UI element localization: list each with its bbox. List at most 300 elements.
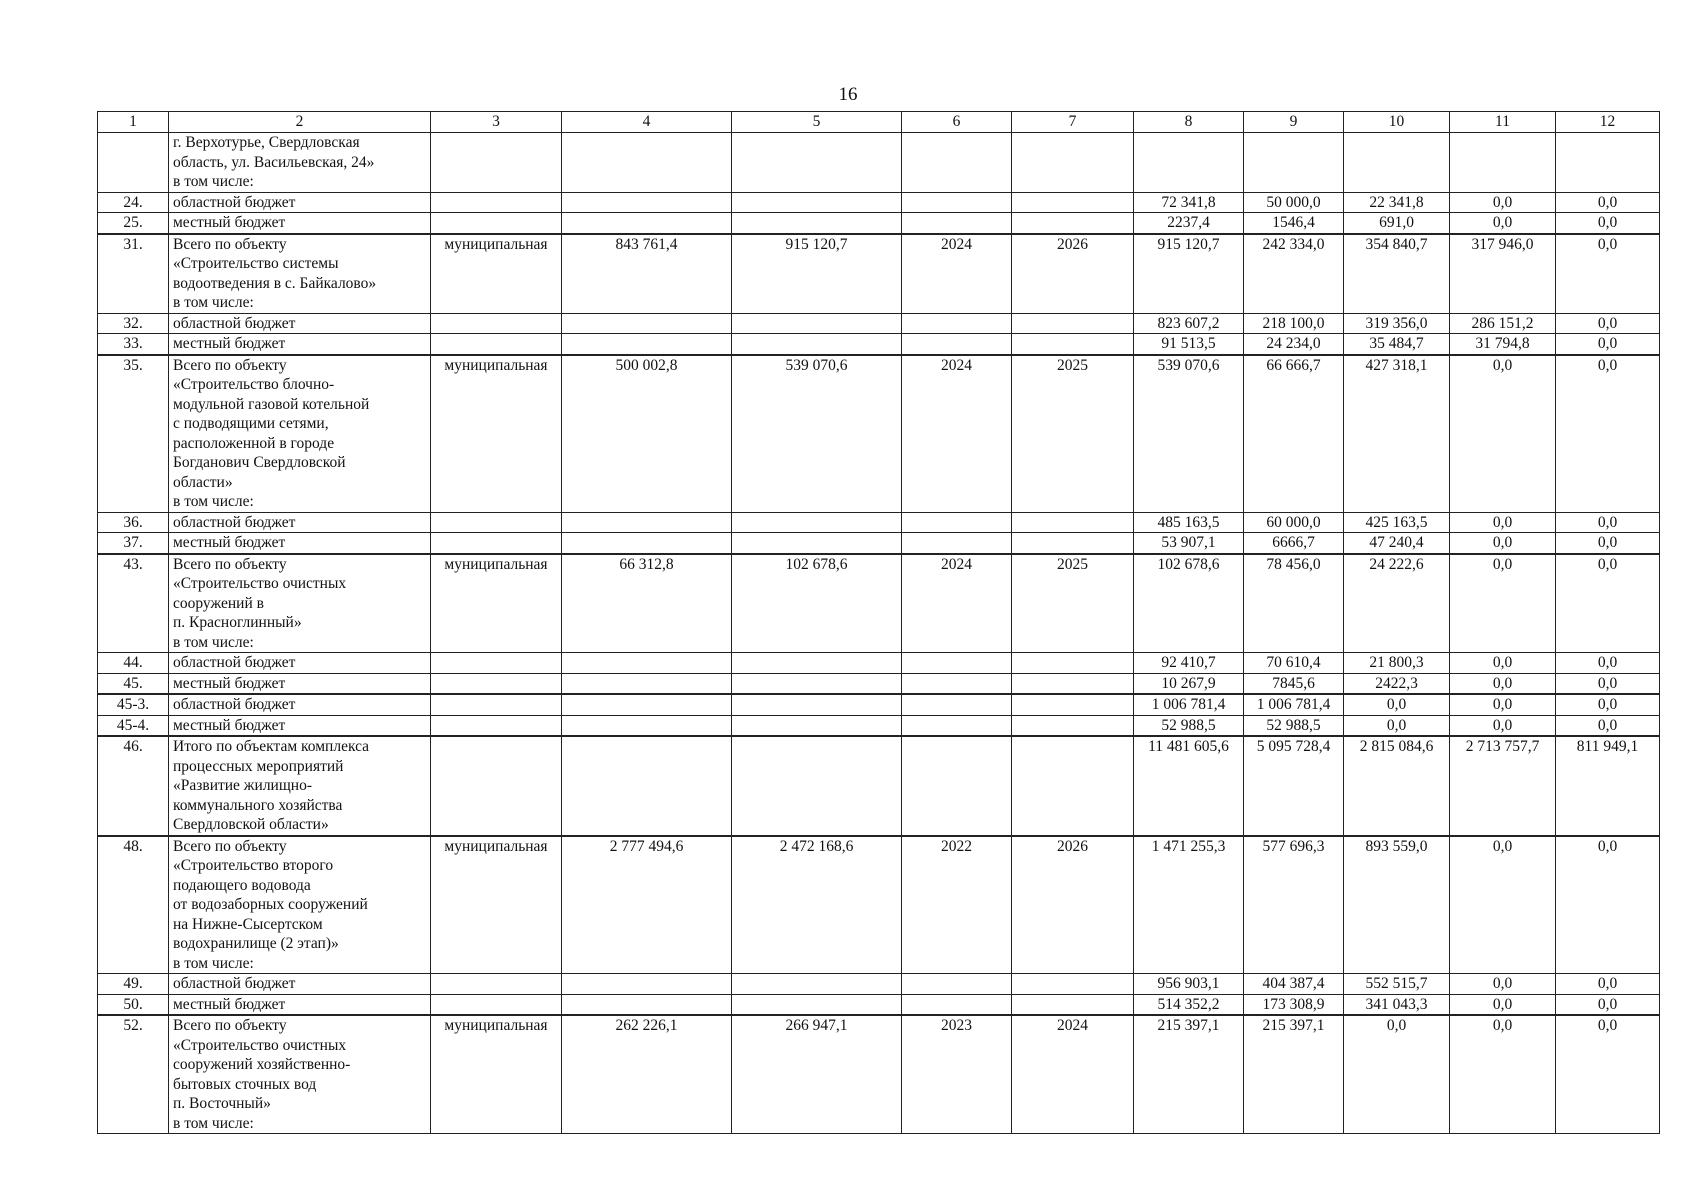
value-cell-c7: 2026 [1012,836,1134,974]
column-header: 5 [732,112,902,133]
value-cell-c6 [902,133,1012,193]
row-number: 45. [98,673,169,694]
value-cell-c10: 24 222,6 [1344,554,1450,653]
value-cell-c4: 262 226,1 [562,1015,732,1134]
value-cell-c8: 10 267,9 [1134,673,1244,694]
column-header: 3 [431,112,562,133]
column-header: 2 [169,112,431,133]
column-header: 6 [902,112,1012,133]
ownership-type [431,673,562,694]
value-cell-c4 [562,653,732,674]
row-number: 48. [98,836,169,974]
item-name-line: в том числе: [173,173,254,190]
value-cell-c9: 70 610,4 [1244,653,1344,674]
value-cell-c12: 0,0 [1556,192,1660,213]
ownership-type [431,694,562,715]
item-name [169,234,431,314]
value-cell-c4: 500 002,8 [562,355,732,513]
item-name-line: «Строительство очистных [173,575,347,592]
item-name-line: местный бюджет [173,674,286,692]
item-name-line: п. Восточный» [173,1095,271,1112]
value-cell-c9: 24 234,0 [1244,334,1344,355]
value-cell-c4: 843 761,4 [562,234,732,314]
value-cell-c4 [562,313,732,334]
item-name-line: Всего по объекту [173,235,287,253]
value-cell-c9: 173 308,9 [1244,994,1344,1015]
value-cell-c11: 0,0 [1450,355,1556,513]
item-name-line: местный бюджет [173,335,286,352]
value-cell-c11: 0,0 [1450,554,1556,653]
item-name-line: областной бюджет [173,654,296,671]
value-cell-c7 [1012,133,1134,193]
value-cell-c5 [732,715,902,736]
item-name-line: п. Красноглинный» [173,614,302,631]
item-name-line: Итого по объектам комплекса [173,738,370,755]
item-name-line: областной бюджет [173,314,296,332]
item-name-line: местный бюджет [173,214,286,231]
table-row [98,1015,1660,1134]
ownership-type: муниципальная [431,1015,562,1134]
item-name-line: местный бюджет [173,534,286,551]
value-cell-c4 [562,673,732,694]
item-name-line: «Строительство системы [173,255,339,272]
value-cell-c9: 577 696,3 [1244,836,1344,974]
value-cell-c6 [902,334,1012,355]
value-cell-c11: 0,0 [1450,974,1556,995]
value-cell-c12: 0,0 [1556,836,1660,974]
table-row [98,512,1660,533]
value-cell-c8: 52 988,5 [1134,715,1244,736]
table-row [98,673,1660,694]
item-name [169,653,431,674]
row-number: 45-3. [98,694,169,715]
row-number: 50. [98,994,169,1015]
ownership-type [431,192,562,213]
header-row [98,112,1660,133]
table-row [98,715,1660,736]
row-number: 33. [98,334,169,355]
value-cell-c4 [562,192,732,213]
value-cell-c9: 1546,4 [1244,213,1344,234]
ownership-type [431,313,562,334]
value-cell-c8: 539 070,6 [1134,355,1244,513]
value-cell-c5 [732,334,902,355]
row-number: 25. [98,213,169,234]
value-cell-c10: 22 341,8 [1344,192,1450,213]
item-name-line: на Нижне-Сысертском [173,915,323,933]
value-cell-c4 [562,533,732,554]
table-row [98,133,1660,193]
value-cell-c11: 31 794,8 [1450,334,1556,355]
item-name [169,533,431,554]
ownership-type [431,994,562,1015]
value-cell-c4 [562,334,732,355]
value-cell-c11: 0,0 [1450,715,1556,736]
value-cell-c10: 0,0 [1344,1015,1450,1134]
value-cell-c8: 215 397,1 [1134,1015,1244,1134]
value-cell-c6 [902,192,1012,213]
value-cell-c5 [732,994,902,1015]
item-name [169,133,431,193]
item-name-line: коммунального хозяйства [173,796,343,814]
ownership-type [431,715,562,736]
value-cell-c7 [1012,213,1134,234]
column-header: 10 [1344,112,1450,133]
value-cell-c6 [902,736,1012,836]
value-cell-c9: 7845,6 [1244,673,1344,694]
item-name-line: сооружений в [173,594,264,612]
value-cell-c5: 2 472 168,6 [732,836,902,974]
value-cell-c6 [902,974,1012,995]
value-cell-c10: 552 515,7 [1344,974,1450,995]
row-number: 46. [98,736,169,836]
item-name [169,192,431,213]
value-cell-c7 [1012,512,1134,533]
item-name [169,694,431,715]
value-cell-c6: 2024 [902,554,1012,653]
value-cell-c11: 0,0 [1450,653,1556,674]
item-name-line: Богданович Свердловской [173,454,346,471]
value-cell-c11: 0,0 [1450,512,1556,533]
value-cell-c8: 1 006 781,4 [1134,694,1244,715]
value-cell-c7: 2025 [1012,554,1134,653]
item-name-line: Всего по объекту [173,555,287,573]
value-cell-c8: 823 607,2 [1134,313,1244,334]
table-body [98,112,1660,1134]
value-cell-c12: 0,0 [1556,234,1660,314]
value-cell-c8: 514 352,2 [1134,994,1244,1015]
item-name-line: расположенной в городе [173,434,335,452]
value-cell-c10: 691,0 [1344,213,1450,234]
value-cell-c4 [562,133,732,193]
ownership-type: муниципальная [431,836,562,974]
value-cell-c7 [1012,715,1134,736]
value-cell-c4 [562,213,732,234]
item-name-line: областной бюджет [173,513,296,531]
ownership-type [431,213,562,234]
budget-table [97,111,1660,1134]
value-cell-c11: 0,0 [1450,1015,1556,1134]
value-cell-c10: 425 163,5 [1344,512,1450,533]
ownership-type: муниципальная [431,234,562,314]
value-cell-c7: 2026 [1012,234,1134,314]
item-name [169,313,431,334]
item-name-line: «Строительство второго [173,857,334,874]
value-cell-c8: 91 513,5 [1134,334,1244,355]
value-cell-c5 [732,213,902,234]
column-header: 1 [98,112,169,133]
item-name-line: областной бюджет [173,193,296,211]
item-name-line: местный бюджет [173,995,286,1013]
item-name-line: области» [173,473,233,491]
value-cell-c6 [902,512,1012,533]
value-cell-c9: 6666,7 [1244,533,1344,554]
value-cell-c11: 286 151,2 [1450,313,1556,334]
column-header: 9 [1244,112,1344,133]
item-name-line: в том числе: [173,1114,254,1132]
value-cell-c5: 915 120,7 [732,234,902,314]
value-cell-c11: 0,0 [1450,694,1556,715]
ownership-type [431,133,562,193]
table-row [98,974,1660,995]
item-name-line: «Строительство блочно- [173,376,335,393]
ownership-type: муниципальная [431,554,562,653]
value-cell-c4: 2 777 494,6 [562,836,732,974]
row-number: 43. [98,554,169,653]
value-cell-c10: 2 815 084,6 [1344,736,1450,836]
value-cell-c12: 0,0 [1556,533,1660,554]
item-name [169,715,431,736]
page-number: 16 [838,84,858,105]
value-cell-c7 [1012,694,1134,715]
item-name-line: процессных мероприятий [173,757,344,775]
value-cell-c12: 0,0 [1556,313,1660,334]
value-cell-c4 [562,994,732,1015]
ownership-type [431,974,562,995]
table-row [98,533,1660,554]
row-number: 32. [98,313,169,334]
value-cell-c8: 92 410,7 [1134,653,1244,674]
value-cell-c11: 317 946,0 [1450,234,1556,314]
value-cell-c10 [1344,133,1450,193]
value-cell-c12: 0,0 [1556,673,1660,694]
value-cell-c8: 915 120,7 [1134,234,1244,314]
item-name [169,334,431,355]
row-number: 35. [98,355,169,513]
value-cell-c12: 0,0 [1556,554,1660,653]
value-cell-c5 [732,512,902,533]
item-name-line: сооружений хозяйственно- [173,1056,351,1073]
item-name-line: водоотведения в с. Байкалово» [173,274,377,292]
ownership-type [431,533,562,554]
value-cell-c12: 0,0 [1556,355,1660,513]
value-cell-c11: 2 713 757,7 [1450,736,1556,836]
row-number: 45-4. [98,715,169,736]
table-row [98,994,1660,1015]
value-cell-c6: 2022 [902,836,1012,974]
row-number [98,133,169,193]
value-cell-c6 [902,694,1012,715]
value-cell-c12: 0,0 [1556,512,1660,533]
value-cell-c9: 50 000,0 [1244,192,1344,213]
item-name-line: Всего по объекту [173,1017,287,1034]
table-row [98,694,1660,715]
table-row [98,213,1660,234]
value-cell-c9 [1244,133,1344,193]
value-cell-c11: 0,0 [1450,213,1556,234]
value-cell-c10: 893 559,0 [1344,836,1450,974]
value-cell-c12 [1556,133,1660,193]
value-cell-c4 [562,715,732,736]
value-cell-c12: 0,0 [1556,994,1660,1015]
item-name-line: местный бюджет [173,716,286,734]
value-cell-c9: 5 095 728,4 [1244,736,1344,836]
ownership-type [431,653,562,674]
value-cell-c6 [902,673,1012,694]
item-name [169,736,431,836]
value-cell-c7 [1012,974,1134,995]
column-header: 7 [1012,112,1134,133]
item-name-line: «Строительство очистных [173,1036,347,1054]
value-cell-c12: 0,0 [1556,213,1660,234]
row-number: 24. [98,192,169,213]
value-cell-c7 [1012,313,1134,334]
value-cell-c5: 266 947,1 [732,1015,902,1134]
table-row [98,653,1660,674]
column-header: 8 [1134,112,1244,133]
value-cell-c12: 0,0 [1556,694,1660,715]
item-name [169,1015,431,1134]
value-cell-c5 [732,313,902,334]
table-row [98,836,1660,974]
value-cell-c11: 0,0 [1450,836,1556,974]
item-name-line: областной бюджет [173,975,296,992]
ownership-type: муниципальная [431,355,562,513]
value-cell-c10: 21 800,3 [1344,653,1450,674]
ownership-type [431,334,562,355]
column-header: 4 [562,112,732,133]
value-cell-c7: 2024 [1012,1015,1134,1134]
table-row [98,334,1660,355]
table-row [98,192,1660,213]
item-name [169,994,431,1015]
item-name-line: Всего по объекту [173,356,287,374]
item-name-line: Всего по объекту [173,837,287,855]
value-cell-c7: 2025 [1012,355,1134,513]
item-name-line: «Развитие жилищно- [173,777,312,794]
value-cell-c10: 0,0 [1344,694,1450,715]
value-cell-c10: 35 484,7 [1344,334,1450,355]
item-name [169,355,431,513]
value-cell-c8 [1134,133,1244,193]
value-cell-c6: 2023 [902,1015,1012,1134]
value-cell-c11: 0,0 [1450,192,1556,213]
column-header: 12 [1556,112,1660,133]
value-cell-c10: 427 318,1 [1344,355,1450,513]
value-cell-c6: 2024 [902,355,1012,513]
ownership-type [431,736,562,836]
value-cell-c11: 0,0 [1450,673,1556,694]
value-cell-c7 [1012,192,1134,213]
value-cell-c5 [732,673,902,694]
table-row [98,355,1660,513]
value-cell-c11 [1450,133,1556,193]
value-cell-c10: 341 043,3 [1344,994,1450,1015]
value-cell-c6 [902,715,1012,736]
value-cell-c5: 102 678,6 [732,554,902,653]
item-name-line: с подводящими сетями, [173,415,329,432]
item-name [169,974,431,995]
value-cell-c8: 102 678,6 [1134,554,1244,653]
value-cell-c4 [562,512,732,533]
row-number: 49. [98,974,169,995]
value-cell-c8: 72 341,8 [1134,192,1244,213]
row-number: 31. [98,234,169,314]
value-cell-c9: 1 006 781,4 [1244,694,1344,715]
value-cell-c9: 215 397,1 [1244,1015,1344,1134]
value-cell-c12: 0,0 [1556,653,1660,674]
item-name-line: модульной газовой котельной [173,395,370,413]
item-name-line: Свердловской области» [173,816,329,833]
value-cell-c8: 2237,4 [1134,213,1244,234]
value-cell-c4 [562,736,732,836]
value-cell-c10: 354 840,7 [1344,234,1450,314]
item-name-line: в том числе: [173,294,254,311]
value-cell-c10: 2422,3 [1344,673,1450,694]
value-cell-c8: 1 471 255,3 [1134,836,1244,974]
value-cell-c4 [562,694,732,715]
table-row [98,234,1660,314]
value-cell-c5 [732,133,902,193]
item-name-line: область, ул. Васильевская, 24» [173,153,375,171]
value-cell-c10: 47 240,4 [1344,533,1450,554]
value-cell-c9: 218 100,0 [1244,313,1344,334]
item-name-line: от водозаборных сооружений [173,896,368,913]
value-cell-c5 [732,653,902,674]
value-cell-c5 [732,736,902,836]
row-number: 44. [98,653,169,674]
table-row [98,313,1660,334]
row-number: 52. [98,1015,169,1134]
item-name-line: подающего водовода [173,876,311,894]
value-cell-c12: 0,0 [1556,715,1660,736]
value-cell-c4: 66 312,8 [562,554,732,653]
value-cell-c12: 0,0 [1556,334,1660,355]
value-cell-c11: 0,0 [1450,994,1556,1015]
value-cell-c5 [732,974,902,995]
ownership-type [431,512,562,533]
value-cell-c8: 53 907,1 [1134,533,1244,554]
value-cell-c7 [1012,653,1134,674]
item-name-line: областной бюджет [173,696,296,713]
item-name-line: в том числе: [173,633,254,651]
value-cell-c12: 0,0 [1556,1015,1660,1134]
value-cell-c9: 404 387,4 [1244,974,1344,995]
value-cell-c10: 319 356,0 [1344,313,1450,334]
value-cell-c7 [1012,334,1134,355]
table-row [98,736,1660,836]
column-header: 11 [1450,112,1556,133]
value-cell-c6 [902,533,1012,554]
value-cell-c5: 539 070,6 [732,355,902,513]
value-cell-c9: 52 988,5 [1244,715,1344,736]
value-cell-c9: 66 666,7 [1244,355,1344,513]
value-cell-c9: 242 334,0 [1244,234,1344,314]
item-name-line: в том числе: [173,954,254,972]
item-name-line: г. Верхотурье, Свердловская [173,134,360,151]
value-cell-c5 [732,694,902,715]
value-cell-c6 [902,994,1012,1015]
value-cell-c12: 0,0 [1556,974,1660,995]
value-cell-c12: 811 949,1 [1556,736,1660,836]
value-cell-c9: 78 456,0 [1244,554,1344,653]
value-cell-c7 [1012,736,1134,836]
value-cell-c9: 60 000,0 [1244,512,1344,533]
item-name [169,673,431,694]
item-name [169,836,431,974]
value-cell-c5 [732,192,902,213]
value-cell-c7 [1012,673,1134,694]
value-cell-c6: 2024 [902,234,1012,314]
row-number: 36. [98,512,169,533]
item-name [169,554,431,653]
value-cell-c6 [902,213,1012,234]
value-cell-c6 [902,653,1012,674]
item-name-line: в том числе: [173,493,254,510]
value-cell-c8: 956 903,1 [1134,974,1244,995]
item-name [169,213,431,234]
item-name-line: бытовых сточных вод [173,1075,317,1093]
